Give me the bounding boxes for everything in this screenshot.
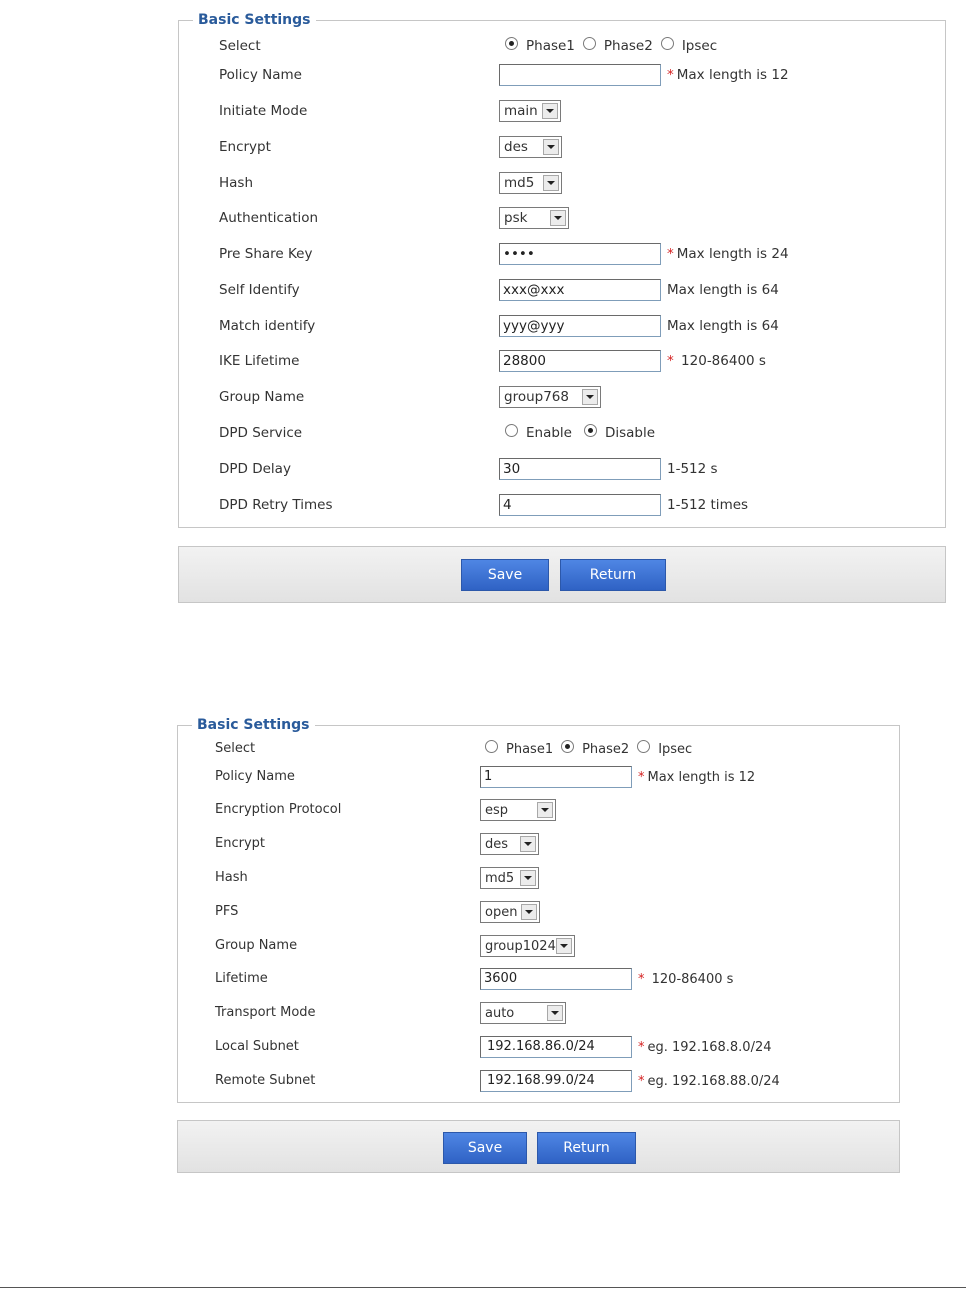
save-button[interactable]: Save bbox=[443, 1132, 527, 1164]
chevron-down-icon bbox=[543, 175, 559, 191]
chevron-down-icon bbox=[543, 139, 559, 155]
chevron-down-icon bbox=[520, 836, 536, 852]
pfs-select[interactable]: open bbox=[480, 901, 540, 923]
hash-select[interactable]: md5 bbox=[480, 867, 539, 889]
authentication-label: Authentication bbox=[219, 210, 319, 226]
save-button[interactable]: Save bbox=[461, 559, 549, 591]
authentication-row bbox=[179, 205, 945, 231]
encryption-protocol-label: Encryption Protocol bbox=[215, 802, 342, 817]
phase2-radio-label: Phase2 bbox=[603, 38, 653, 54]
chevron-down-icon bbox=[520, 870, 536, 886]
ike-lifetime-row bbox=[179, 348, 945, 374]
phase1-radio-label: Phase1 bbox=[526, 38, 575, 54]
p2-policy-name-row bbox=[178, 764, 899, 790]
page-footer-rule bbox=[0, 1287, 966, 1288]
match-identify-row bbox=[179, 313, 945, 339]
dpd-service-row bbox=[179, 420, 945, 446]
lifetime-label: Lifetime bbox=[215, 971, 268, 986]
encrypt-select[interactable]: des bbox=[499, 136, 562, 158]
dpd-delay-input[interactable]: 30 bbox=[499, 458, 661, 480]
ike-lifetime-input[interactable]: 28800 bbox=[499, 350, 661, 372]
chevron-down-icon bbox=[542, 103, 558, 119]
p2-encrypt-row bbox=[178, 831, 899, 857]
remote-subnet-hint: * eg. 192.168.88.0/24 bbox=[638, 1073, 780, 1089]
chevron-down-icon bbox=[521, 904, 537, 920]
pfs-row bbox=[178, 899, 899, 925]
policy-name-hint: * Max length is 12 bbox=[638, 769, 756, 785]
pre-share-key-input[interactable]: •••• bbox=[499, 243, 661, 265]
lifetime-row bbox=[178, 966, 899, 992]
phase2-radio-label: Phase2 bbox=[582, 741, 630, 757]
dpd-disable-label: Disable bbox=[604, 425, 656, 441]
match-identify-input[interactable]: yyy@yyy bbox=[499, 315, 661, 337]
transport-mode-select[interactable]: auto bbox=[480, 1002, 566, 1024]
policy-name-label: Policy Name bbox=[215, 769, 295, 784]
remote-subnet-label: Remote Subnet bbox=[215, 1073, 316, 1088]
transport-mode-row bbox=[178, 1000, 899, 1026]
select-label: Select bbox=[215, 741, 256, 756]
initiate-mode-row bbox=[179, 98, 945, 124]
group-name-select[interactable]: group768 bbox=[499, 386, 601, 408]
chevron-down-icon bbox=[556, 938, 572, 954]
group-name-label: Group Name bbox=[215, 938, 298, 953]
encrypt-label: Encrypt bbox=[215, 836, 265, 851]
pfs-label: PFS bbox=[215, 904, 239, 919]
phase2-button-bar bbox=[177, 1120, 900, 1173]
pre-share-key-hint: * Max length is 24 bbox=[667, 246, 789, 262]
lifetime-input[interactable]: 3600 bbox=[480, 968, 632, 990]
dpd-enable-label: Enable bbox=[526, 425, 572, 441]
pre-share-key-row bbox=[179, 241, 945, 267]
initiate-mode-label: Initiate Mode bbox=[219, 103, 308, 119]
chevron-down-icon bbox=[582, 389, 598, 405]
match-identify-label: Match identify bbox=[219, 318, 316, 334]
dpd-retry-hint: 1-512 times bbox=[667, 497, 749, 513]
phase2-settings-fieldset bbox=[177, 717, 900, 1103]
p2-hash-row bbox=[178, 865, 899, 891]
dpd-delay-row bbox=[179, 456, 945, 482]
chevron-down-icon bbox=[550, 210, 566, 226]
encrypt-label: Encrypt bbox=[219, 139, 271, 155]
self-identify-input[interactable]: xxx@xxx bbox=[499, 279, 661, 301]
transport-mode-label: Transport Mode bbox=[215, 1005, 316, 1020]
phase2-select-row bbox=[178, 736, 899, 762]
return-button[interactable]: Return bbox=[560, 559, 666, 591]
phase1-radio-label: Phase1 bbox=[506, 741, 554, 757]
ike-lifetime-label: IKE Lifetime bbox=[219, 353, 300, 369]
initiate-mode-select[interactable]: main bbox=[499, 100, 561, 122]
policy-name-row bbox=[179, 62, 945, 88]
self-identify-label: Self Identify bbox=[219, 282, 300, 298]
ipsec-radio[interactable] bbox=[637, 740, 650, 753]
self-identify-row bbox=[179, 277, 945, 303]
phase2-radio[interactable] bbox=[583, 37, 596, 50]
hash-select[interactable]: md5 bbox=[499, 172, 562, 194]
group-name-select[interactable]: group1024 bbox=[480, 935, 575, 957]
ike-lifetime-hint: * 120-86400 s bbox=[667, 353, 766, 369]
select-label: Select bbox=[219, 38, 261, 54]
phase1-button-bar bbox=[178, 546, 946, 603]
encryption-protocol-row bbox=[178, 797, 899, 823]
policy-name-label: Policy Name bbox=[219, 67, 302, 83]
pre-share-key-label: Pre Share Key bbox=[219, 246, 313, 262]
dpd-retry-row bbox=[179, 492, 945, 518]
hash-row bbox=[179, 170, 945, 196]
self-identify-hint: Max length is 64 bbox=[667, 282, 779, 298]
remote-subnet-input[interactable]: 192.168.99.0/24 bbox=[480, 1070, 632, 1092]
local-subnet-label: Local Subnet bbox=[215, 1039, 299, 1054]
authentication-select[interactable]: psk bbox=[499, 207, 569, 229]
policy-name-input[interactable] bbox=[499, 64, 661, 86]
phase1-settings-fieldset bbox=[178, 12, 946, 528]
match-identify-hint: Max length is 64 bbox=[667, 318, 779, 334]
remote-subnet-row bbox=[178, 1068, 899, 1094]
encrypt-select[interactable]: des bbox=[480, 833, 539, 855]
dpd-disable-radio[interactable] bbox=[584, 424, 597, 437]
group-name-row bbox=[179, 384, 945, 410]
dpd-retry-label: DPD Retry Times bbox=[219, 497, 333, 513]
dpd-delay-label: DPD Delay bbox=[219, 461, 291, 477]
chevron-down-icon bbox=[537, 802, 553, 818]
group-name-label: Group Name bbox=[219, 389, 305, 405]
local-subnet-row bbox=[178, 1034, 899, 1060]
ipsec-radio-label: Ipsec bbox=[681, 38, 718, 54]
dpd-delay-hint: 1-512 s bbox=[667, 461, 718, 477]
dpd-retry-input[interactable]: 4 bbox=[499, 494, 661, 516]
policy-name-input[interactable]: 1 bbox=[480, 766, 632, 788]
dpd-service-label: DPD Service bbox=[219, 425, 303, 441]
encryption-protocol-select[interactable]: esp bbox=[480, 799, 556, 821]
phase2-radio[interactable] bbox=[561, 740, 574, 753]
phase1-radio[interactable] bbox=[505, 37, 518, 50]
p2-group-name-row bbox=[178, 933, 899, 959]
local-subnet-input[interactable]: 192.168.86.0/24 bbox=[480, 1036, 632, 1058]
policy-name-hint: * Max length is 12 bbox=[667, 67, 789, 83]
ipsec-radio-label: Ipsec bbox=[658, 741, 693, 757]
dpd-enable-radio[interactable] bbox=[505, 424, 518, 437]
phase1-legend: Basic Settings bbox=[193, 11, 316, 29]
ipsec-radio[interactable] bbox=[661, 37, 674, 50]
phase2-legend: Basic Settings bbox=[192, 716, 315, 734]
local-subnet-hint: * eg. 192.168.8.0/24 bbox=[638, 1039, 772, 1055]
phase1-radio[interactable] bbox=[485, 740, 498, 753]
lifetime-hint: * 120-86400 s bbox=[638, 971, 734, 987]
hash-label: Hash bbox=[215, 870, 248, 885]
hash-label: Hash bbox=[219, 175, 254, 191]
encrypt-row bbox=[179, 134, 945, 160]
chevron-down-icon bbox=[547, 1005, 563, 1021]
phase1-select-row bbox=[179, 33, 945, 59]
return-button[interactable]: Return bbox=[537, 1132, 636, 1164]
